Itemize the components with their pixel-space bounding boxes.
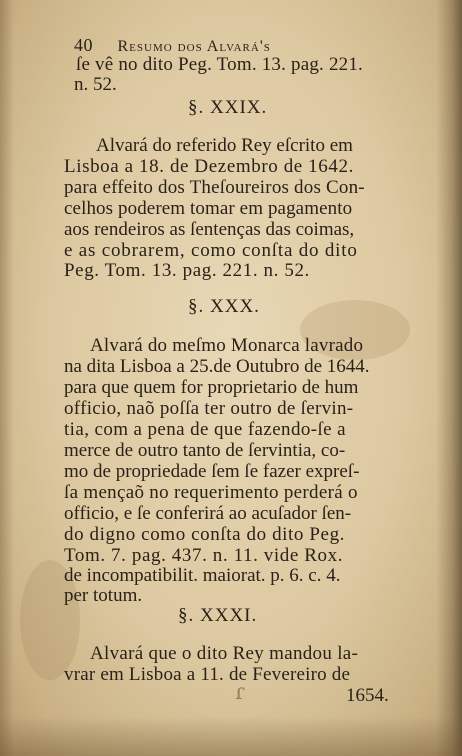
text-line: Alvará do meſmo Monarca lavrado <box>90 335 364 356</box>
text-line: 1654. <box>346 685 389 706</box>
page-left-edge <box>0 0 14 756</box>
text-line: ſe vê no dito Peg. Tom. 13. pag. 221. <box>76 54 364 75</box>
text-line: e as cobrarem, como conſta do dito <box>64 240 358 261</box>
section-heading: §. XXX. <box>188 296 260 317</box>
running-title: Resumo dos Alvará's <box>117 38 271 55</box>
page-number: 40 <box>74 35 93 55</box>
text-line: Alvará do referido Rey eſcrito em <box>96 135 353 156</box>
running-head <box>74 36 271 56</box>
text-line: celhos poderem tomar em pagamento <box>64 198 353 219</box>
section-heading: §. XXIX. <box>188 97 268 118</box>
text-line: officio, naõ poſſa ter outro de ſervin- <box>64 398 354 419</box>
ink-mark: ɾ <box>235 680 245 705</box>
text-line: merce de outro tanto de ſervintia, co- <box>64 440 346 461</box>
text-line: aos rendeiros as ſentenças das coimas, <box>64 219 355 240</box>
section-heading: §. XXXI. <box>178 605 258 626</box>
text-line: Lisboa a 18. de Dezembro de 1642. <box>64 156 354 177</box>
text-line: do digno como conſta do dito Peg. <box>64 524 346 545</box>
text-line: per totum. <box>64 585 143 606</box>
text-line: tia, com a pena de que fazendo-ſe a <box>64 419 346 440</box>
text-line: de incompatibilit. maiorat. p. 6. c. 4. <box>64 565 341 586</box>
text-line: n. 52. <box>74 74 117 95</box>
text-line: Peg. Tom. 13. pag. 221. n. 52. <box>64 260 310 281</box>
text-line: vrar em Lisboa a 11. de Fevereiro de <box>64 664 351 685</box>
text-line: para effeito dos Theſoureiros dos Con- <box>64 177 365 198</box>
text-line: na dita Lisboa a 25.de Outubro de 1644. <box>64 356 370 377</box>
page-bottom-edge <box>0 716 462 756</box>
text-line: ſa mençaõ no requerimento perderá o <box>64 482 358 503</box>
gutter-shadow <box>436 0 462 756</box>
text-line: para que quem for proprietario de hum <box>64 377 359 398</box>
text-line: officio, e ſe conferirá ao acuſador ſen- <box>64 503 352 524</box>
text-line: Alvará que o dito Rey mandou la- <box>90 643 359 664</box>
text-line: Tom. 7. pag. 437. n. 11. vide Rox. <box>64 545 344 566</box>
text-line: mo de propriedade ſem ſe fazer expreſ- <box>64 461 360 482</box>
